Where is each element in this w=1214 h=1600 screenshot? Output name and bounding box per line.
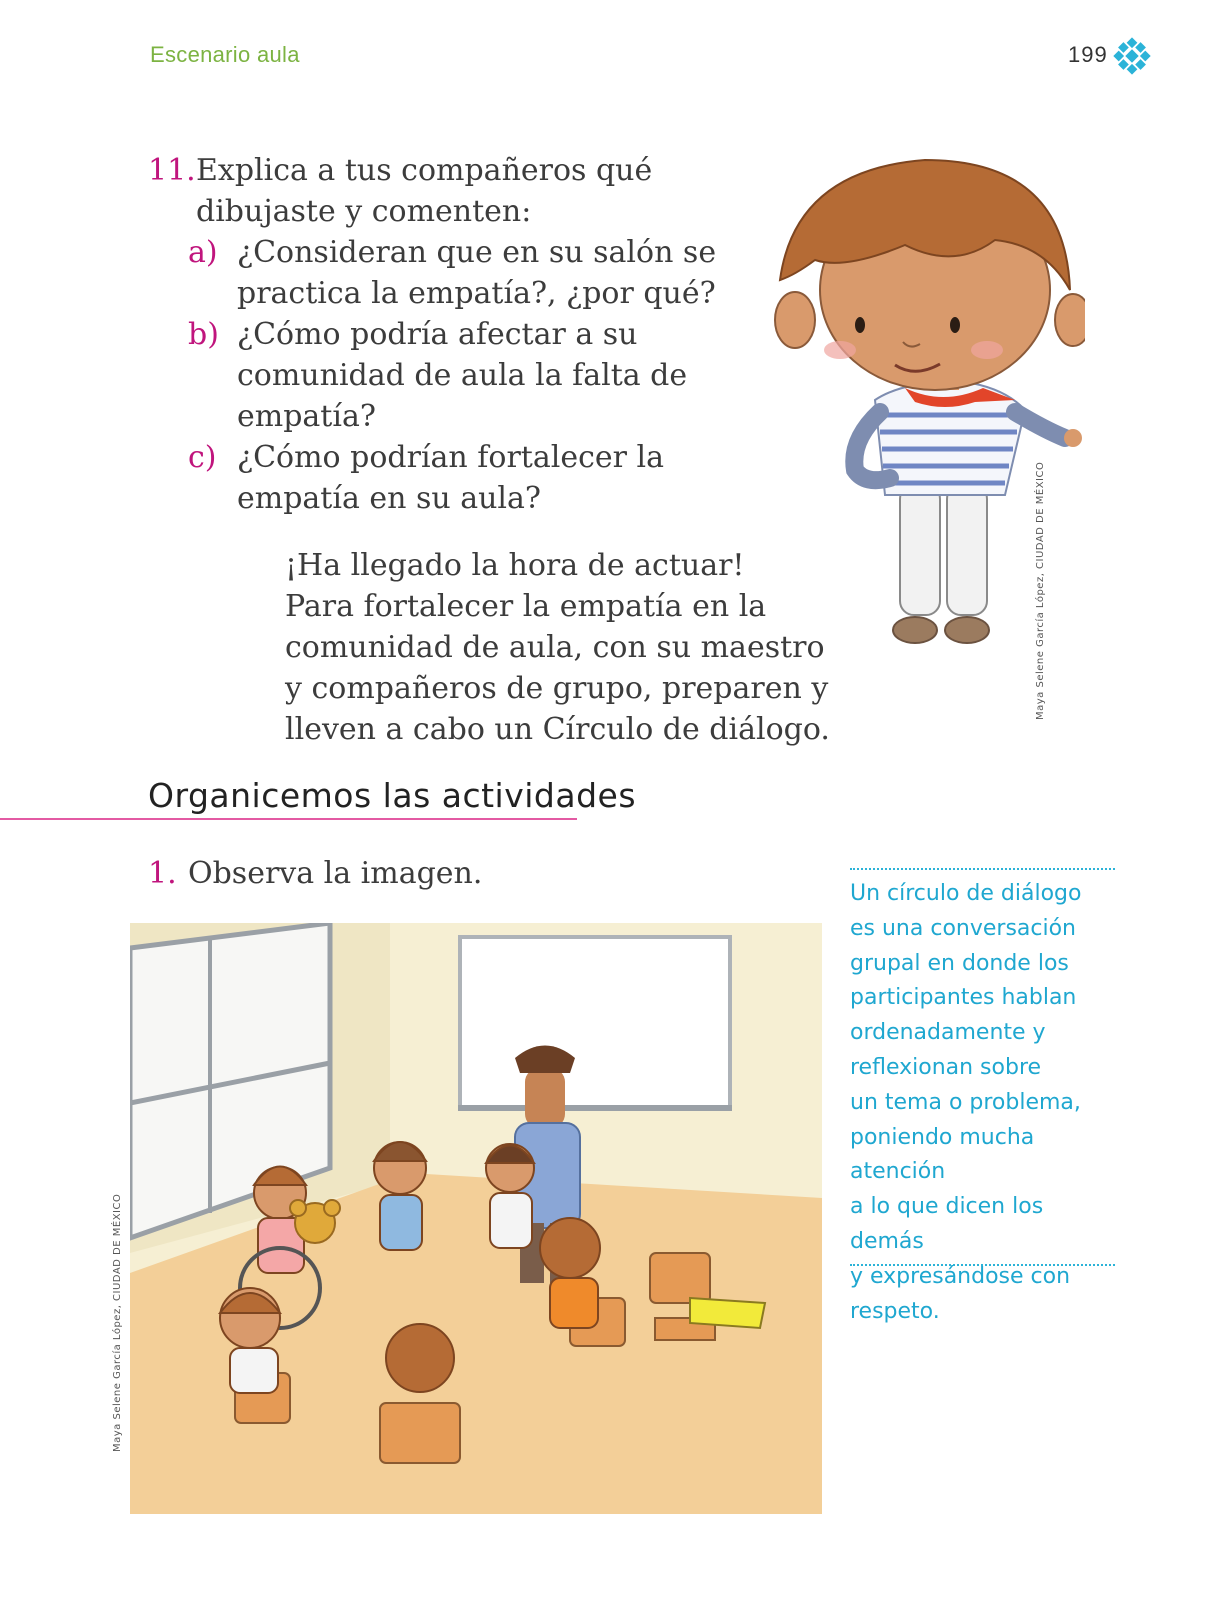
page-number: 199	[1068, 42, 1108, 67]
definition-box	[850, 877, 1120, 1329]
classroom-illustration	[130, 923, 822, 1514]
activity-11-number: 11.	[148, 153, 196, 188]
section-underline	[0, 818, 577, 820]
question-a-letter: a)	[188, 235, 218, 270]
question-line: empatía en su aula?	[237, 481, 541, 516]
question-line: practica la empatía?, ¿por qué?	[237, 276, 716, 311]
definition-line: grupal en donde los	[850, 950, 1069, 976]
definition-line: poniendo mucha atención	[850, 1124, 1035, 1185]
definition-line: respeto.	[850, 1298, 940, 1324]
activity-1-number: 1.	[148, 856, 177, 891]
prompt-line: dibujaste y comenten:	[196, 194, 532, 229]
definition-line: un tema o problema,	[850, 1089, 1081, 1115]
action-line: comunidad de aula, con su maestro	[285, 630, 825, 665]
definition-top-rule	[850, 868, 1115, 870]
question-c-text	[237, 437, 737, 519]
question-line: ¿Cómo podrían fortalecer la	[237, 440, 665, 475]
activity-1-text: Observa la imagen.	[188, 856, 483, 891]
question-line: ¿Cómo podría afectar a su	[237, 317, 638, 352]
definition-line: participantes hablan	[850, 985, 1077, 1011]
question-b-text	[237, 314, 737, 437]
question-c-letter: c)	[188, 440, 217, 475]
definition-bottom-rule	[850, 1264, 1115, 1266]
definition-line: a lo que dicen los demás	[850, 1194, 1044, 1254]
action-line: Para fortalecer la empatía en la	[285, 589, 767, 624]
section-title: Organicemos las actividades	[148, 776, 637, 815]
definition-line: es una conversación	[850, 915, 1077, 941]
running-head: Escenario aula	[150, 42, 300, 67]
action-line: y compañeros de grupo, preparen y	[285, 671, 829, 706]
question-line: ¿Consideran que en su salón se	[237, 235, 717, 270]
question-a-text	[237, 232, 737, 314]
definition-line: y expresándose con	[850, 1263, 1071, 1289]
snowflake-logo-icon	[1113, 37, 1151, 75]
definition-line: reflexionan sobre	[850, 1054, 1042, 1080]
definition-line: ordenadamente y	[850, 1020, 1046, 1046]
action-line: lleven a cabo un Círculo de diálogo.	[285, 712, 830, 747]
question-line: comunidad de aula la falta de	[237, 358, 688, 393]
question-b-letter: b)	[188, 317, 219, 352]
prompt-line: Explica a tus compañeros qué	[196, 153, 653, 188]
activity-11-prompt	[196, 150, 716, 232]
definition-line: Un círculo de diálogo	[850, 881, 1082, 906]
illustration-credit: Maya Selene García López, CIUDAD DE MÉXICO	[112, 1193, 123, 1452]
illustration-credit: Maya Selene García López, CIUDAD DE MÉXICO	[1035, 461, 1046, 720]
question-line: empatía?	[237, 399, 376, 434]
action-line: ¡Ha llegado la hora de actuar!	[285, 548, 745, 583]
